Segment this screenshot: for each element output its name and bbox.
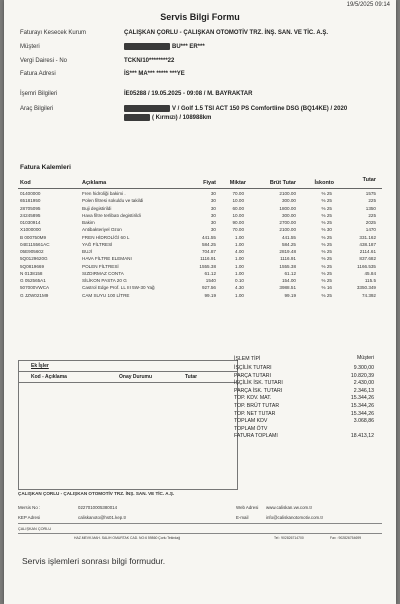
total-value: 18.413,12 [350, 433, 374, 440]
cell-aciklama: Bakim [82, 220, 95, 225]
address-value: İS*** MA*** ***** ***YE [124, 71, 185, 77]
total-label: İŞÇİLİK TUTARI [234, 365, 272, 371]
total-label: FATURA TOPLAMI [234, 433, 278, 440]
cell-iskonto: % 25 [321, 234, 332, 240]
cell-aciklama: Hava filtre terlibatı degistirildi [82, 212, 141, 218]
cell-miktar: 60.00 [232, 205, 244, 211]
web-label: Web Adresi [236, 505, 259, 510]
kep-label: KEP Adresi [18, 515, 41, 520]
col-brut: Brüt Tutar [269, 180, 296, 186]
cell-fiyat: 30 [210, 191, 216, 196]
cell-kod: G JZW021M9 [20, 292, 49, 298]
email-label: E-mail [236, 515, 249, 520]
table-row [4, 271, 396, 278]
cell-kod: B 000750M9 [20, 234, 47, 240]
table-row [4, 264, 396, 271]
cell-tutar: 45.84 [364, 270, 376, 276]
cell-tutar: 1166.535 [357, 263, 376, 269]
col-aciklama: Açıklama [82, 180, 107, 186]
total-value: 3.068,86 [353, 418, 374, 425]
cell-brut: 99.19 [284, 292, 296, 298]
cell-miktar: 0.10 [235, 278, 244, 283]
footer-divider [18, 523, 382, 524]
mersis-label: Mersis No : [18, 505, 41, 510]
issuer-label: Faturayı Kesecek Kurum [20, 30, 87, 36]
customer-value [124, 43, 205, 50]
cell-miktar: 1.00 [235, 292, 244, 298]
tax-value: TCKN/10********22 [124, 58, 175, 64]
cell-aciklama: SIZDIRMAZ CONTA [82, 270, 124, 276]
cell-iskonto: % 16 [321, 285, 332, 291]
service-form-sheet [4, 0, 396, 604]
footer-divider [18, 533, 382, 534]
items-section-title: Fatura Kalemleri [20, 164, 71, 171]
cell-fiyat: 441.55 [201, 234, 216, 240]
cell-aciklama: POLEN FİLTRESİ [82, 263, 119, 269]
cell-brut: 300.00 [281, 198, 296, 204]
total-value: 9.300,00 [353, 365, 374, 371]
workorder-label: İşemri Bilgileri [20, 91, 58, 97]
cell-brut: 61.12 [284, 270, 296, 276]
address-label: Fatura Adresi [20, 71, 56, 77]
cell-brut: 2700.00 [279, 220, 296, 225]
header-divider [18, 188, 382, 189]
footer-address: HAZ.MEVK.MAH. SALIH OMURTAK CAD. NO:6 59860 Çorlu Tekirdağ [74, 536, 181, 540]
cell-brut: 2819.48 [279, 249, 296, 254]
cell-brut: 1555.38 [279, 263, 296, 269]
cell-fiyat: 1555.38 [199, 263, 216, 269]
total-value: 2.430,00 [353, 380, 374, 387]
cell-aciklama: Polen filtresi sokuldu ve takildi [82, 198, 144, 204]
cell-aciklama: SİLİKON PASTA 20 G [82, 278, 127, 283]
cell-iskonto: % 25 [321, 191, 332, 196]
cell-miktar: 70.00 [232, 227, 244, 233]
totals-header-value: Müşteri [356, 355, 374, 361]
bottom-note: Servis işlemleri sonrası bilgi formudur. [22, 556, 166, 566]
cell-kod: 01400000 [20, 191, 41, 196]
cell-tutar: 1575 [365, 191, 376, 196]
cell-tutar: 74.392 [361, 292, 376, 298]
cell-brut: 300.00 [281, 212, 296, 218]
cell-tutar: 438.187 [359, 241, 376, 247]
cell-miktar: 4.00 [235, 249, 244, 254]
cell-iskonto: % 25 [321, 241, 332, 247]
cell-fiyat: 30 [210, 212, 216, 218]
total-label: TOPLAM KDV [234, 418, 268, 425]
total-label: TOP. KDV. MAT. [234, 395, 272, 402]
cell-iskonto: % 25 [321, 212, 332, 218]
customer-name: BU*** ER*** [172, 44, 205, 51]
box-title: Ek İşler [31, 363, 49, 369]
cell-kod: 05E905602 [20, 249, 44, 254]
cell-kod: 24245895 [20, 212, 41, 218]
table-row [4, 278, 396, 285]
cell-kod: X1000000 [20, 227, 41, 233]
cell-miktar: 1.00 [235, 270, 244, 276]
tax-label: Vergi Dairesi - No [20, 58, 68, 64]
cell-brut: 2100.00 [279, 191, 296, 196]
cell-aciklama: CAM SUYU 100 LİTRE [82, 292, 130, 298]
table-row [4, 206, 396, 213]
vehicle-value [124, 105, 347, 112]
cell-kod: 01030914 [20, 220, 41, 225]
col-kod: Kod [20, 180, 31, 186]
cell-brut: 584.25 [281, 241, 296, 247]
cell-aciklama: Fren hidroliği bakimi . [82, 191, 126, 196]
cell-miktar: 1.00 [235, 256, 244, 262]
cell-kod: 5Q0819669 [20, 263, 45, 269]
total-value: 10.820,39 [350, 372, 374, 379]
cell-fiyat: 99.19 [204, 292, 216, 298]
cell-tutar: 3350.349 [356, 285, 376, 291]
cell-aciklama: HAVA FİLTRE ELEMANI [82, 256, 132, 262]
box-col-tutar: Tutar [185, 374, 198, 380]
total-label: TOP. NET TUTAR [234, 410, 276, 417]
table-row [4, 242, 396, 249]
cell-aciklama: FREN HİDROLİĞİ 60 L [82, 234, 130, 240]
cell-fiyat: 704.87 [201, 249, 216, 254]
total-value: 15.344,26 [350, 403, 374, 409]
cell-miktar: 10.00 [232, 212, 244, 218]
vehicle-extra [124, 114, 211, 121]
table-row [4, 227, 396, 234]
footer-fax: Fax : 902826754699 [330, 536, 362, 540]
cell-tutar: 2025 [365, 220, 376, 225]
web-link[interactable]: www.caliskan.vw.com.tr [266, 505, 313, 510]
cell-tutar: 1350 [365, 205, 376, 211]
redaction-mark [124, 43, 170, 50]
cell-tutar: 2114.61 [359, 249, 376, 254]
cell-iskonto: % 25 [321, 292, 332, 298]
cell-fiyat: 927.56 [201, 285, 216, 291]
cell-brut: 3988.51 [279, 285, 296, 291]
cell-miktar: 90.00 [232, 220, 244, 225]
box-divider [19, 382, 237, 383]
cell-iskonto: % 25 [321, 270, 332, 276]
cell-kod: G 052565A1 [20, 278, 46, 283]
col-fiyat: Fiyat [203, 180, 216, 186]
cell-kod: 28705095 [20, 205, 41, 211]
total-label: PARÇA TUTARI [234, 372, 271, 379]
table-row [4, 293, 396, 300]
cell-iskonto: % 25 [321, 256, 332, 262]
cell-tutar: 1470 [365, 227, 376, 233]
footer-company: ÇALIŞKAN ÇORLU - ÇALIŞKAN OTOMOTİV TRZ. İNŞ. SAN. VE TİC. A.Ş. [18, 491, 175, 496]
cell-fiyat: 1540 [205, 278, 216, 283]
cell-iskonto: % 25 [321, 278, 332, 283]
footer-branch: ÇALIŞKAN ÇORLU [18, 527, 52, 531]
cell-tutar: 225 [368, 198, 376, 204]
cell-aciklama: YAĞ FİLTRESİ [82, 241, 113, 247]
cell-tutar: 837.682 [359, 256, 376, 262]
timestamp: 19/5/2025 09:14 [346, 2, 390, 8]
cell-kod: 507000VWCA [20, 285, 50, 291]
cell-kod: 5Q0129620G [20, 256, 48, 262]
vehicle-label: Araç Bilgileri [20, 106, 54, 112]
cell-fiyat: 584.25 [201, 241, 216, 247]
cell-miktar: 4.30 [235, 285, 244, 291]
box-divider [19, 371, 237, 372]
table-row [4, 198, 396, 205]
cell-miktar: 1.00 [235, 241, 244, 247]
email-link[interactable]: info@caliskanotomotiv.com.tr [266, 515, 324, 520]
cell-brut: 441.55 [281, 234, 296, 240]
col-iskonto: İskonto [314, 180, 334, 186]
table-row [4, 235, 396, 242]
total-label: TOP. BRÜT TUTAR [234, 403, 280, 409]
extra-works-box [18, 360, 238, 490]
cell-miktar: 1.00 [235, 263, 244, 269]
cell-fiyat: 30 [210, 227, 216, 233]
cell-aciklama: Castrol Edge Prof. LL III 5W-30 Yağ [82, 285, 155, 291]
table-row [4, 213, 396, 220]
cell-tutar: 331.162 [359, 234, 376, 240]
footer-tel: Tel : 902826714700 [274, 536, 304, 540]
cell-miktar: 70.00 [232, 191, 244, 196]
cell-miktar: 10.00 [232, 198, 244, 204]
cell-fiyat: 30 [210, 205, 216, 211]
table-row [4, 191, 396, 198]
vehicle-color-km: ( Kırmızı) / 108988km [152, 115, 212, 122]
cell-iskonto: % 25 [321, 205, 332, 211]
table-row [4, 256, 396, 263]
table-row [4, 249, 396, 256]
cell-aciklama: Buji degistirildi [82, 205, 112, 211]
cell-aciklama: Antibakteriyel Ozon [82, 227, 122, 233]
totals-header-label: İŞLEM TİPİ [234, 356, 261, 362]
total-value: 15.344,26 [350, 410, 374, 417]
cell-kod: N 0138158 [20, 270, 43, 276]
customer-label: Müşteri [20, 44, 40, 50]
cell-brut: 154.00 [281, 278, 296, 283]
total-label: PARÇA İSK. TUTARI [234, 387, 283, 394]
form-title: Servis Bilgi Formu [160, 12, 240, 22]
cell-fiyat: 30 [210, 198, 216, 204]
total-value: 15.344,26 [350, 395, 374, 402]
cell-iskonto: % 25 [321, 249, 332, 254]
cell-brut: 2100.00 [279, 227, 296, 233]
cell-tutar: 225 [368, 212, 376, 218]
cell-miktar: 1.00 [235, 234, 244, 240]
cell-iskonto: % 25 [321, 220, 332, 225]
table-row [4, 220, 396, 227]
col-miktar: Miktar [229, 180, 246, 186]
cell-fiyat: 30 [210, 220, 216, 225]
box-col-kod: Kod - Açıklama [31, 374, 67, 380]
cell-kod: 04E115561AC [20, 241, 50, 247]
cell-fiyat: 1116.91 [200, 256, 216, 262]
kep-value: caliskanoto@hs01.kep.tr [78, 515, 127, 520]
issuer-value: ÇALIŞKAN ÇORLU - ÇALIŞKAN OTOMOTİV TRZ. İNŞ. SAN. VE TİC. A.Ş. [124, 30, 329, 36]
cell-fiyat: 61.12 [204, 270, 216, 276]
workorder-value: İE05288 / 19.05.2025 - 09:08 / M. BAYRAKTAR [124, 91, 253, 97]
cell-iskonto: % 25 [321, 198, 332, 204]
col-tutar: Tutar [362, 177, 376, 183]
box-col-onay: Onay Durumu [119, 374, 153, 380]
total-label: TOPLAM ÖTV [234, 425, 268, 432]
table-row [4, 285, 396, 292]
total-value: 2.346,13 [353, 387, 374, 394]
cell-aciklama: BUJİ [82, 249, 92, 254]
redaction-mark [124, 105, 170, 112]
cell-kod: 65181950 [20, 198, 41, 204]
cell-iskonto: % 25 [321, 263, 332, 269]
cell-iskonto: % 30 [321, 227, 332, 233]
cell-brut: 1800.00 [279, 205, 296, 211]
cell-tutar: 115.5 [364, 278, 376, 283]
redaction-mark [124, 114, 150, 121]
vehicle-model: V / Golf 1.5 TSI ACT 150 PS Comfortline DSG (BQ14KE) / 2020 [172, 106, 348, 113]
total-label: İŞÇİLİK İSK. TUTARI [234, 380, 283, 387]
mersis-value: 0227010005380014 [78, 505, 118, 510]
cell-brut: 1116.91 [280, 256, 296, 262]
